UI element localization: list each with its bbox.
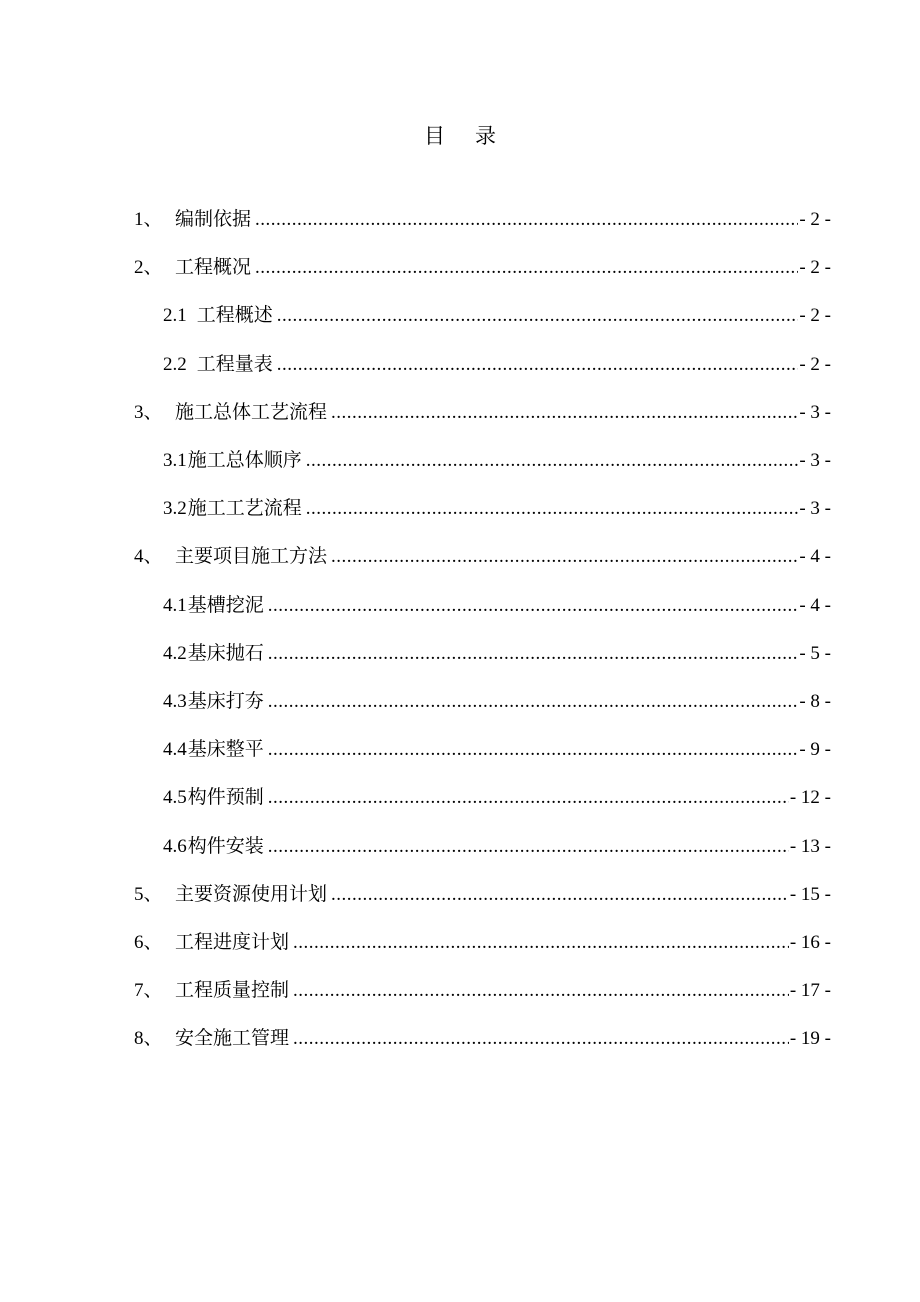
toc-entry-page-number: - 9 -: [799, 739, 831, 761]
toc-entry-title: 施工总体工艺流程: [175, 401, 328, 423]
toc-entry-page-number: - 15 -: [789, 883, 831, 905]
toc-entry-number: 5、: [134, 883, 163, 905]
toc-entry-page-number: - 8 -: [799, 691, 831, 712]
toc-entry[interactable]: [134, 389, 831, 437]
toc-dot-leader: [293, 979, 789, 1003]
toc-dot-leader: [268, 594, 799, 618]
toc-entry-page-number: - 19 -: [789, 1028, 831, 1050]
toc-entry[interactable]: [163, 726, 831, 774]
toc-entry-number: 2、: [134, 257, 163, 279]
toc-entry[interactable]: [134, 919, 831, 967]
toc-entry-title: 工程概述: [196, 305, 273, 327]
toc-entry-number: 2.2: [163, 353, 187, 375]
toc-dot-leader: [268, 738, 799, 762]
toc-entry-page-number: - 2 -: [799, 209, 831, 230]
toc-heading-char-1: 目: [424, 124, 445, 148]
toc-entry-page-number: - 4 -: [799, 594, 831, 616]
toc-heading: [0, 122, 920, 150]
toc-entry-page-number: - 12 -: [789, 787, 831, 809]
toc-entry[interactable]: [134, 244, 831, 292]
toc-dot-leader: [268, 690, 799, 714]
toc-entry-number: 4.3: [163, 691, 187, 712]
toc-entry[interactable]: [163, 582, 831, 630]
toc-dot-leader: [277, 353, 799, 377]
toc-entry-number: 3.1: [163, 450, 187, 471]
toc-entry-title: 工程质量控制: [175, 980, 290, 1002]
toc-entry-page-number: - 5 -: [799, 642, 831, 664]
toc-entry-page-number: - 16 -: [789, 932, 831, 953]
toc-entry-title: 基床抛石: [187, 642, 264, 664]
toc-entry-number: 1、: [134, 209, 163, 230]
toc-entry-page-number: - 4 -: [799, 546, 831, 568]
toc-entry-number: 4.6: [163, 835, 187, 857]
toc-entry-title: 工程量表: [196, 353, 273, 375]
toc-entry-number: 7、: [134, 980, 163, 1002]
toc-dot-leader: [255, 208, 798, 232]
toc-entry-title: 基槽挖泥: [187, 594, 264, 616]
toc-entry-number: 2.1: [163, 305, 187, 327]
toc-entry-title: 工程概况: [175, 257, 252, 279]
toc-dot-leader: [268, 786, 789, 810]
toc-entry-title: 施工工艺流程: [187, 498, 302, 520]
toc-entry-title: 主要资源使用计划: [175, 883, 328, 905]
toc-entry-page-number: - 3 -: [799, 498, 831, 520]
toc-entry-title: 构件预制: [187, 787, 264, 809]
toc-entry[interactable]: [163, 341, 831, 389]
toc-dot-leader: [306, 449, 799, 473]
toc-entry-title: 基床整平: [187, 739, 264, 761]
toc-dot-leader: [255, 256, 798, 280]
toc-entry-page-number: - 2 -: [799, 305, 831, 327]
toc-entry[interactable]: [163, 823, 831, 871]
toc-entry-number: 4.1: [163, 594, 187, 616]
toc-entry[interactable]: [163, 485, 831, 533]
toc-entry[interactable]: [134, 871, 831, 919]
toc-entry-number: 3、: [134, 401, 163, 423]
toc-dot-leader: [277, 304, 799, 328]
toc-entry-title: 施工总体顺序: [187, 450, 302, 471]
toc-entry[interactable]: [163, 437, 831, 485]
toc-entry-title: 安全施工管理: [175, 1028, 290, 1050]
toc-entry-number: 6、: [134, 932, 163, 953]
toc-entry[interactable]: [163, 630, 831, 678]
toc-dot-leader: [293, 931, 789, 955]
toc-entry-title: 基床打夯: [187, 691, 264, 712]
toc-dot-leader: [293, 1027, 789, 1051]
toc-entry[interactable]: [134, 533, 831, 581]
toc-heading-char-2: 录: [475, 124, 496, 148]
toc-dot-leader: [268, 642, 799, 666]
toc-entry-title: 编制依据: [175, 209, 252, 230]
toc-dot-leader: [331, 545, 798, 569]
toc-entry-number: 4.2: [163, 642, 187, 664]
toc-entry[interactable]: [134, 1015, 831, 1063]
toc-entry-page-number: - 2 -: [799, 257, 831, 279]
toc-entry-number: 4.4: [163, 739, 187, 761]
toc-entry-page-number: - 3 -: [799, 401, 831, 423]
toc-entry[interactable]: [163, 678, 831, 726]
toc-entry[interactable]: [163, 774, 831, 822]
toc-dot-leader: [331, 883, 789, 907]
toc-dot-leader: [331, 401, 798, 425]
toc-entry-title: 构件安装: [187, 835, 264, 857]
toc-entry-page-number: - 2 -: [799, 353, 831, 375]
toc-entry-number: 3.2: [163, 498, 187, 520]
toc-entry-number: 4.5: [163, 787, 187, 809]
toc-entry-number: 4、: [134, 546, 163, 568]
toc-dot-leader: [268, 835, 789, 859]
toc-entry[interactable]: [134, 967, 831, 1015]
toc-entry-title: 工程进度计划: [175, 932, 290, 953]
toc-entry[interactable]: [163, 292, 831, 340]
toc-entry-page-number: - 13 -: [789, 835, 831, 857]
toc-entry-number: 8、: [134, 1028, 163, 1050]
toc-entry-page-number: - 17 -: [789, 980, 831, 1002]
toc-entry[interactable]: [134, 196, 831, 244]
toc-entry-title: 主要项目施工方法: [175, 546, 328, 568]
toc-entry-page-number: - 3 -: [799, 450, 831, 471]
toc-dot-leader: [306, 497, 799, 521]
